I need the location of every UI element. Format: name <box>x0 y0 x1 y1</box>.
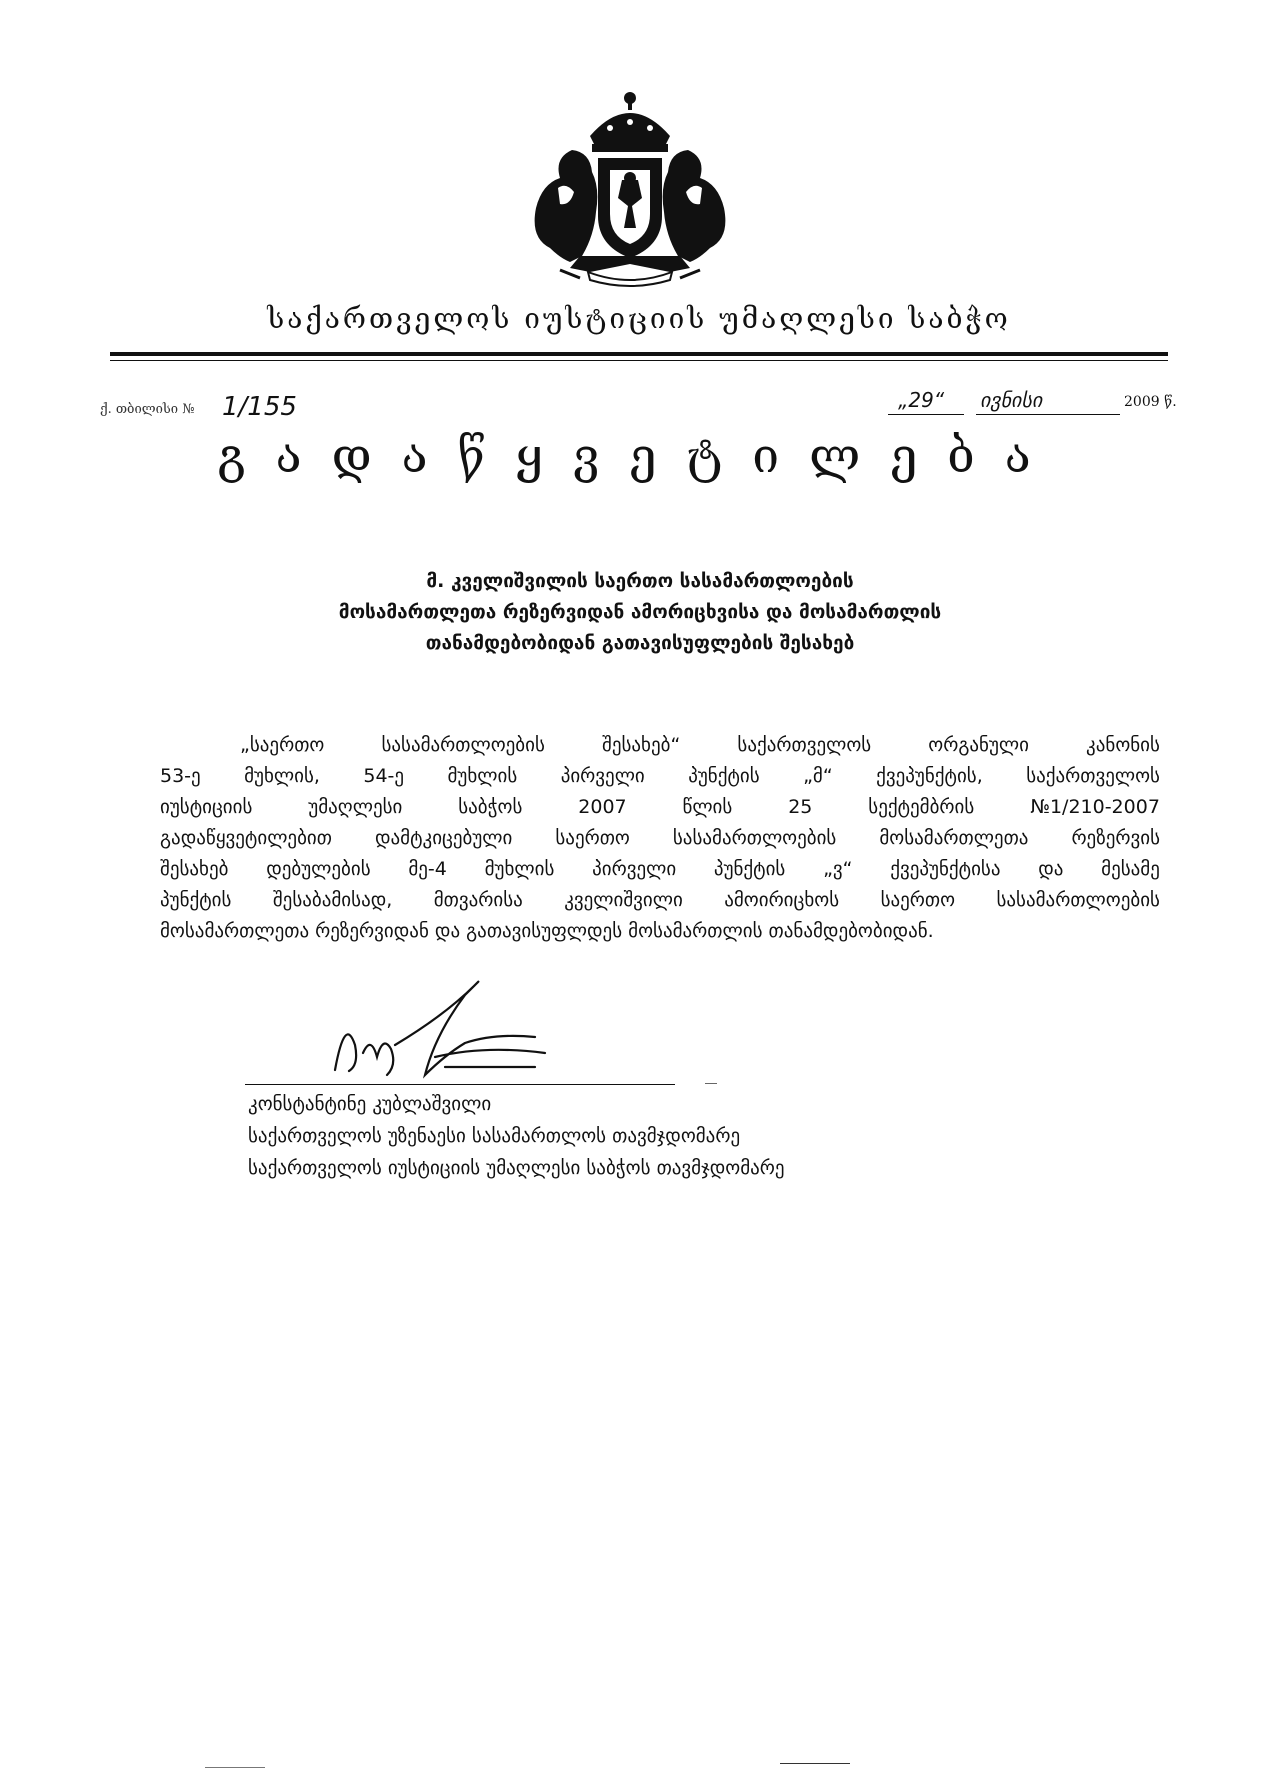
body-word: კველიშვილი <box>564 889 683 911</box>
subject-line: მოსამართლეთა რეზერვიდან ამორიცხვისა და მოსამართლის <box>338 601 942 623</box>
body-word: სასამართლოების <box>672 827 837 849</box>
body-word: პუნქტის <box>713 858 786 880</box>
body-word: სასამართლოების <box>381 734 545 756</box>
document-date <box>880 388 1180 424</box>
body-line <box>160 854 1160 885</box>
body-word: „საერთო <box>240 734 325 756</box>
body-word: 2007 <box>578 796 627 818</box>
body-word: ქვეპუნქტის, <box>876 765 983 787</box>
body-word: მოსამართლეთა რეზერვიდან და გათავისუფლდეს მოსამართლის თანამდებობიდან. <box>160 920 934 942</box>
body-word: პუნქტის <box>688 765 760 787</box>
footer-mark <box>780 1763 850 1764</box>
body-word: ამოირიცხოს <box>724 889 840 911</box>
body-word: „ვ“ <box>823 858 853 880</box>
body-word: პუნქტის <box>160 889 232 911</box>
body-word: „მ“ <box>803 765 833 787</box>
body-word: №1/210-2007 <box>1030 796 1160 818</box>
document-subject <box>240 566 1040 659</box>
subject-line: თანამდებობიდან გათავისუფლების შესახებ <box>425 632 855 654</box>
body-word: მთვარისა <box>433 889 523 911</box>
signer-title: საქართველოს უზენაესი სასამართლოს თავმჯდომარე <box>248 1125 741 1147</box>
date-day-underline <box>888 414 964 415</box>
date-month-underline <box>976 414 1120 415</box>
body-word: ორგანული <box>928 734 1029 756</box>
footer-mark <box>205 1767 265 1768</box>
body-word: საერთო <box>555 827 630 849</box>
signer-title: საქართველოს იუსტიციის უმაღლესი საბჭოს თავმჯდომარე <box>248 1157 785 1179</box>
header-rule-thick <box>110 352 1168 356</box>
body-word: და <box>1038 858 1064 880</box>
body-line <box>160 730 1160 761</box>
institution-name: საქართველოს იუსტიციის უმაღლესი საბჭო <box>267 302 1011 335</box>
body-word: მე-4 <box>408 858 447 880</box>
date-day: „29“ <box>898 388 945 412</box>
signature-line-mark <box>705 1083 717 1084</box>
date-year: 2009 წ. <box>1124 394 1177 410</box>
body-word: დამტკიცებული <box>374 827 513 849</box>
body-word: შესახებ <box>160 858 229 880</box>
coat-of-arms-icon <box>520 88 740 288</box>
signature-line <box>245 1084 675 1085</box>
body-line <box>160 792 1160 823</box>
registration-label: ქ. თბილისი № <box>100 402 195 417</box>
body-word: ქვეპუნქტისა <box>890 858 1001 880</box>
body-word: მოსამართლეთა <box>879 827 1029 849</box>
body-line <box>160 885 1160 916</box>
body-word: რეზერვის <box>1071 827 1160 849</box>
body-word: საქართველოს <box>1026 765 1160 787</box>
body-word: მუხლის, <box>244 765 320 787</box>
body-word: 54-ე <box>363 765 405 787</box>
body-word: შესახებ“ <box>602 734 681 756</box>
body-word: გადაწყვეტილებით <box>160 827 332 849</box>
body-line <box>160 823 1160 854</box>
handwritten-signature <box>325 975 555 1085</box>
body-word: საქართველოს <box>737 734 872 756</box>
body-word: დებულების <box>266 858 371 880</box>
body-word: სექტემბრის <box>868 796 975 818</box>
body-word: კანონის <box>1086 734 1160 756</box>
date-month: ივნისი <box>980 388 1043 412</box>
body-word: პირველი <box>592 858 677 880</box>
body-word: საბჭოს <box>458 796 523 818</box>
body-line <box>160 916 1160 947</box>
body-word: მუხლის <box>447 765 518 787</box>
body-word: 25 <box>788 796 813 818</box>
body-word: იუსტიციის <box>160 796 253 818</box>
document-type-title: გადაწყვეტილება <box>217 428 1061 484</box>
signer-name: კონსტანტინე კუბლაშვილი <box>248 1093 492 1115</box>
body-word: საერთო <box>880 889 956 911</box>
signer-block <box>248 1088 785 1184</box>
body-line <box>160 761 1160 792</box>
subject-line: მ. კველიშვილის საერთო სასამართლოების <box>426 570 854 592</box>
body-word: წლის <box>682 796 733 818</box>
body-word: პირველი <box>560 765 645 787</box>
body-word: 53-ე <box>160 765 201 787</box>
body-word: მუხლის <box>484 858 555 880</box>
registration-number: 1/155 <box>222 392 297 422</box>
decision-body <box>160 730 1160 947</box>
body-word: მესამე <box>1101 858 1160 880</box>
header-rule-thin <box>110 360 1168 361</box>
body-word: სასამართლოების <box>996 889 1160 911</box>
body-word: შესაბამისად, <box>272 889 393 911</box>
body-word: უმაღლესი <box>308 796 403 818</box>
